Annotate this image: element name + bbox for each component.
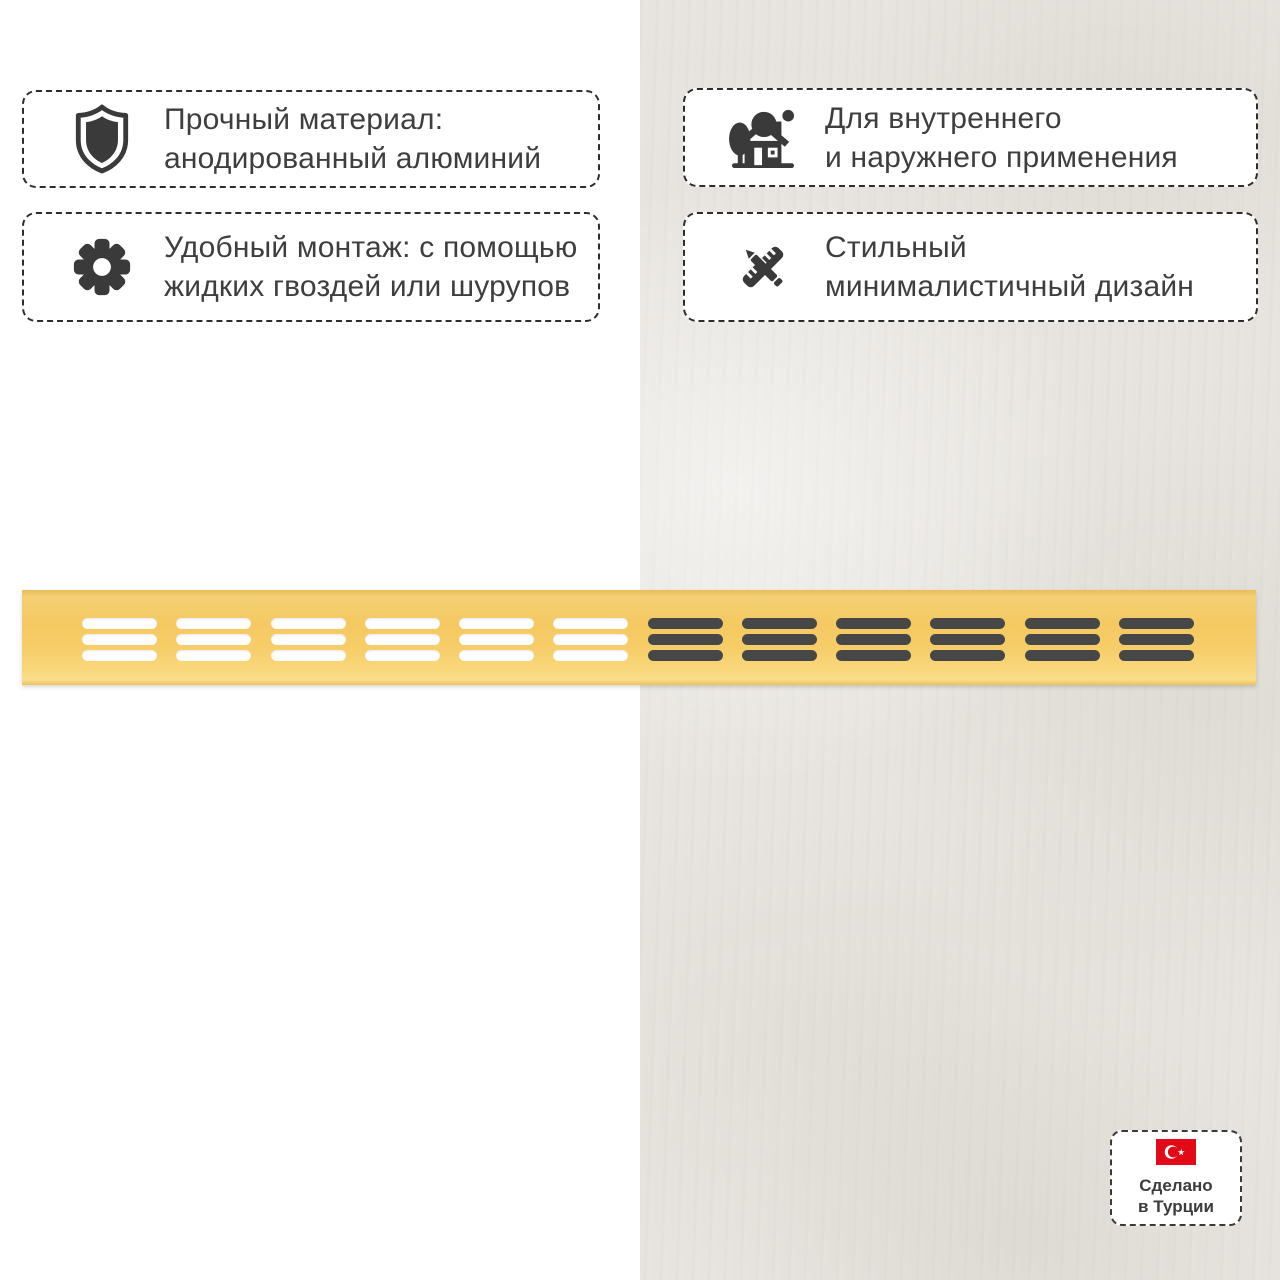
feature-box-material [22,90,600,188]
feature-line: жидких гвоздей или шурупов [164,270,571,303]
vent-slot [459,634,534,645]
vent-slot [1025,634,1100,645]
slot-column [553,618,628,661]
slot-column [836,618,911,661]
feature-text-design [825,228,1194,306]
vent-slot [930,650,1005,661]
slot-column [742,618,817,661]
vent-slot [930,634,1005,645]
vent-slot [365,618,440,629]
vent-slot [271,634,346,645]
shield-icon [64,104,140,174]
vent-slot [648,618,723,629]
vent-slot [176,634,251,645]
feature-box-usage [683,88,1258,187]
vent-slot [1025,618,1100,629]
vent-slot [459,650,534,661]
slot-column [930,618,1005,661]
feature-line: Прочный материал: [164,103,444,136]
slot-column [459,618,534,661]
vent-slot [648,650,723,661]
house-outdoor-icon [725,106,801,170]
vent-slot [1119,634,1194,645]
vent-slot [553,650,628,661]
feature-text-material [164,100,541,178]
feature-line: Стильный [825,231,967,264]
slot-column [1119,618,1194,661]
grille-slots [82,618,1194,661]
made-in-line: Сделано [1139,1176,1213,1195]
feature-line: минималистичный дизайн [825,270,1195,303]
slot-column [82,618,157,661]
vent-slot [1025,650,1100,661]
made-in-line: в Турции [1138,1197,1214,1216]
feature-box-mounting [22,212,600,322]
vent-slot [82,650,157,661]
vent-slot [648,634,723,645]
vent-slot [836,650,911,661]
made-in-label [1138,1175,1214,1217]
vent-slot [176,650,251,661]
vent-slot [836,634,911,645]
vent-slot [742,634,817,645]
turkey-flag-icon [1156,1139,1196,1170]
vent-slot [553,618,628,629]
vent-slot [176,618,251,629]
feature-line: Для внутреннего [825,101,1062,135]
vent-slot [82,634,157,645]
feature-line: Удобный монтаж: с помощью [164,231,578,264]
vent-slot [82,618,157,629]
vent-slot [459,618,534,629]
vent-slot [271,618,346,629]
vent-slot [271,650,346,661]
slot-column [365,618,440,661]
ventilation-grille [22,590,1256,685]
vent-slot [1119,618,1194,629]
gear-icon [64,237,140,297]
slot-column [1025,618,1100,661]
vent-slot [930,618,1005,629]
vent-slot [742,618,817,629]
vent-slot [836,618,911,629]
vent-slot [365,634,440,645]
slot-column [176,618,251,661]
feature-text-usage [825,99,1178,177]
vent-slot [1119,650,1194,661]
feature-text-mounting [164,228,577,306]
feature-box-design [683,212,1258,322]
vent-slot [742,650,817,661]
feature-line: анодированный алюминий [164,142,542,175]
vent-slot [365,650,440,661]
slot-column [271,618,346,661]
vent-slot [553,634,628,645]
made-in-turkey-badge [1110,1130,1242,1226]
ruler-pencil-icon [725,237,801,297]
feature-line: и наружнего применения [825,140,1178,174]
slot-column [648,618,723,661]
